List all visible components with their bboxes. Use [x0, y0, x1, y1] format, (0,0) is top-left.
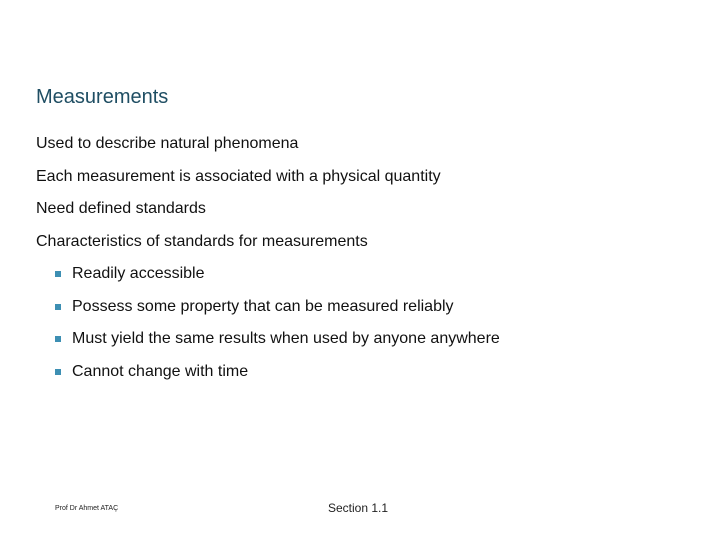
- sub-bullet-text: Must yield the same results when used by anyone anywhere: [72, 330, 500, 348]
- square-bullet-icon: [55, 304, 61, 310]
- sub-bullet-text: Possess some property that can be measured reliably: [72, 297, 454, 315]
- sub-bullet-text: Readily accessible: [72, 265, 205, 282]
- slide-title: Measurements: [36, 86, 169, 108]
- main-point: Characteristics of standards for measurements: [36, 232, 368, 250]
- main-point: Used to describe natural phenomena: [36, 135, 299, 152]
- square-bullet-icon: [55, 271, 61, 277]
- square-bullet-icon: [55, 336, 61, 342]
- main-point-list: [36, 134, 441, 264]
- sub-bullet-text: Cannot change with time: [72, 362, 249, 380]
- footer-author: Prof Dr Ahmet ATAÇ: [55, 505, 119, 512]
- sub-bullet-list: [55, 264, 500, 394]
- sub-bullet-item: [55, 297, 500, 317]
- sub-bullet-item: [55, 264, 500, 284]
- sub-bullet-item: [55, 329, 500, 349]
- sub-bullet-item: [55, 362, 500, 382]
- footer-section: Section 1.1: [328, 501, 389, 515]
- square-bullet-icon: [55, 369, 61, 375]
- main-point: Need defined standards: [36, 200, 206, 218]
- main-point: Each measurement is associated with a physical quantity: [36, 167, 441, 185]
